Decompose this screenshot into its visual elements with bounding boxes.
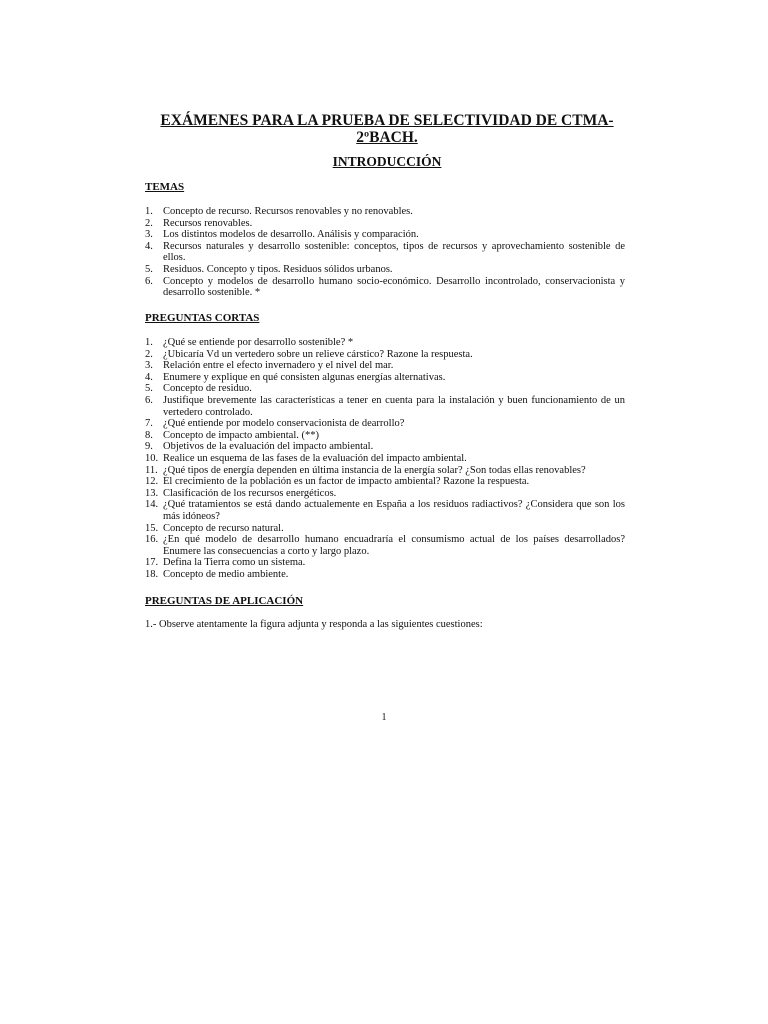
list-item-text: Concepto de residuo.: [163, 383, 252, 395]
list-item-text: Objetivos de la evaluación del impacto ambiental.: [163, 441, 374, 453]
tema-item: [145, 218, 625, 230]
list-item-text: ¿Qué entiende por modelo conservacionista de dearrollo?: [163, 418, 405, 430]
list-item-number: 4.: [145, 240, 153, 252]
section-heading-preguntas-cortas: PREGUNTAS CORTAS: [145, 312, 260, 324]
list-item-text: Justifique brevemente las características a tener en cuenta para la instalación y buen funcionamiento de un vertedero controlado.: [163, 394, 625, 418]
list-item-text: Los distintos modelos de desarrollo. Análisis y comparación.: [163, 229, 419, 241]
temas-list: [145, 206, 625, 299]
list-item-number: 6.: [145, 275, 153, 287]
tema-item: [145, 206, 625, 218]
list-item-number: 12.: [145, 476, 159, 488]
pregunta-corta-item: [145, 337, 625, 349]
pregunta-corta-item: [145, 465, 625, 477]
list-item-text: Defina la Tierra como un sistema.: [163, 557, 306, 569]
list-item-text: El crecimiento de la población es un factor de impacto ambiental? Razone la respuesta.: [163, 476, 530, 488]
section-heading-temas: TEMAS: [145, 181, 185, 193]
list-item-text: ¿Ubicaría Vd un vertedero sobre un relieve cárstico? Razone la respuesta.: [163, 348, 473, 360]
pregunta-corta-item: [145, 523, 625, 535]
list-item-text: Concepto y modelos de desarrollo humano socio-económico. Desarrollo incontrolado, conservacionista y desarrollo sostenible. *: [163, 275, 625, 299]
list-item-text: ¿En qué modelo de desarrollo humano encuadraría el consumismo actual de los países desarrollados? Enumere las consecuencias a corto y largo plazo.: [163, 534, 625, 557]
list-item-number: 18.: [145, 568, 159, 580]
pregunta-corta-item: [145, 488, 625, 500]
pregunta-corta-item: [145, 372, 625, 384]
list-item-text: Recursos renovables.: [163, 217, 253, 229]
list-item-number: 17.: [145, 557, 159, 569]
list-item-text: Enumere y explique en qué consisten algunas energías alternativas.: [163, 371, 446, 383]
list-item-number: 2.: [145, 348, 153, 360]
pregunta-corta-item: [145, 476, 625, 488]
tema-item: [145, 229, 625, 241]
list-item-text: Residuos. Concepto y tipos. Residuos sólidos urbanos.: [163, 263, 393, 275]
list-item-text: ¿Qué tratamientos se está dando actualemente en España a los residuos radiactivos? ¿Considera que son los más idóneos?: [163, 499, 625, 522]
pregunta-corta-item: [145, 569, 625, 581]
preguntas-cortas-list: [145, 337, 625, 580]
list-item-number: 11.: [145, 464, 158, 476]
list-item-number: 14.: [145, 499, 159, 511]
pregunta-corta-item: [145, 499, 625, 522]
list-item-number: 13.: [145, 487, 159, 499]
list-item-text: Concepto de medio ambiente.: [163, 568, 289, 580]
pregunta-corta-item: [145, 430, 625, 442]
pregunta-corta-item: [145, 360, 625, 372]
pregunta-corta-item: [145, 453, 625, 465]
list-item-number: 3.: [145, 229, 153, 241]
list-item-number: 2.: [145, 217, 153, 229]
list-item-number: 8.: [145, 429, 153, 441]
list-item-text: Relación entre el efecto invernadero y el nivel del mar.: [163, 360, 394, 372]
list-item-text: Concepto de recurso natural.: [163, 522, 284, 534]
list-item-text: Realice un esquema de las fases de la evaluación del impacto ambiental.: [163, 452, 467, 464]
list-item-text: Recursos naturales y desarrollo sostenible: conceptos, tipos de recursos y aprovechamiento sostenible de ellos.: [163, 240, 625, 264]
list-item-number: 3.: [145, 360, 153, 372]
list-item-number: 1.: [145, 206, 153, 217]
list-item-number: 4.: [145, 371, 153, 383]
list-item-text: ¿Qué tipos de energía dependen en última instancia de la energía solar? ¿Son todas ellas renovables?: [163, 464, 586, 476]
tema-item: [145, 241, 625, 264]
list-item-number: 5.: [145, 383, 153, 395]
list-item-text: ¿Qué se entiende por desarrollo sostenible? *: [163, 337, 354, 348]
list-item-number: 7.: [145, 418, 153, 430]
list-item-number: 9.: [145, 441, 153, 453]
section-title-introduccion: INTRODUCCIÓN: [332, 154, 442, 169]
list-item-text: Concepto de recurso. Recursos renovables y no renovables.: [163, 206, 413, 217]
list-item-text: Concepto de impacto ambiental. (**): [163, 429, 319, 441]
tema-item: [145, 276, 625, 299]
pregunta-corta-item: [145, 418, 625, 430]
list-item-number: 5.: [145, 263, 153, 275]
pregunta-corta-item: [145, 349, 625, 361]
list-item-number: 6.: [145, 394, 153, 406]
list-item-number: 10.: [145, 452, 159, 464]
pregunta-corta-item: [145, 441, 625, 453]
list-item-text: Clasificación de los recursos energéticos.: [163, 487, 337, 499]
pregunta-corta-item: [145, 395, 625, 418]
tema-item: [145, 264, 625, 276]
page-number: 1: [381, 712, 387, 723]
list-item-number: 1.: [145, 337, 153, 348]
section-heading-preguntas-aplicacion: PREGUNTAS DE APLICACIÓN: [145, 595, 304, 607]
pregunta-corta-item: [145, 383, 625, 395]
list-item-number: 16.: [145, 534, 159, 546]
application-question-1: 1.- Observe atentamente la figura adjunta y responda a las siguientes cuestiones:: [145, 619, 483, 630]
pregunta-corta-item: [145, 534, 625, 557]
pregunta-corta-item: [145, 557, 625, 569]
document-title: EXÁMENES PARA LA PRUEBA DE SELECTIVIDAD DE CTMA-2ºBACH.: [160, 112, 614, 146]
list-item-number: 15.: [145, 522, 159, 534]
